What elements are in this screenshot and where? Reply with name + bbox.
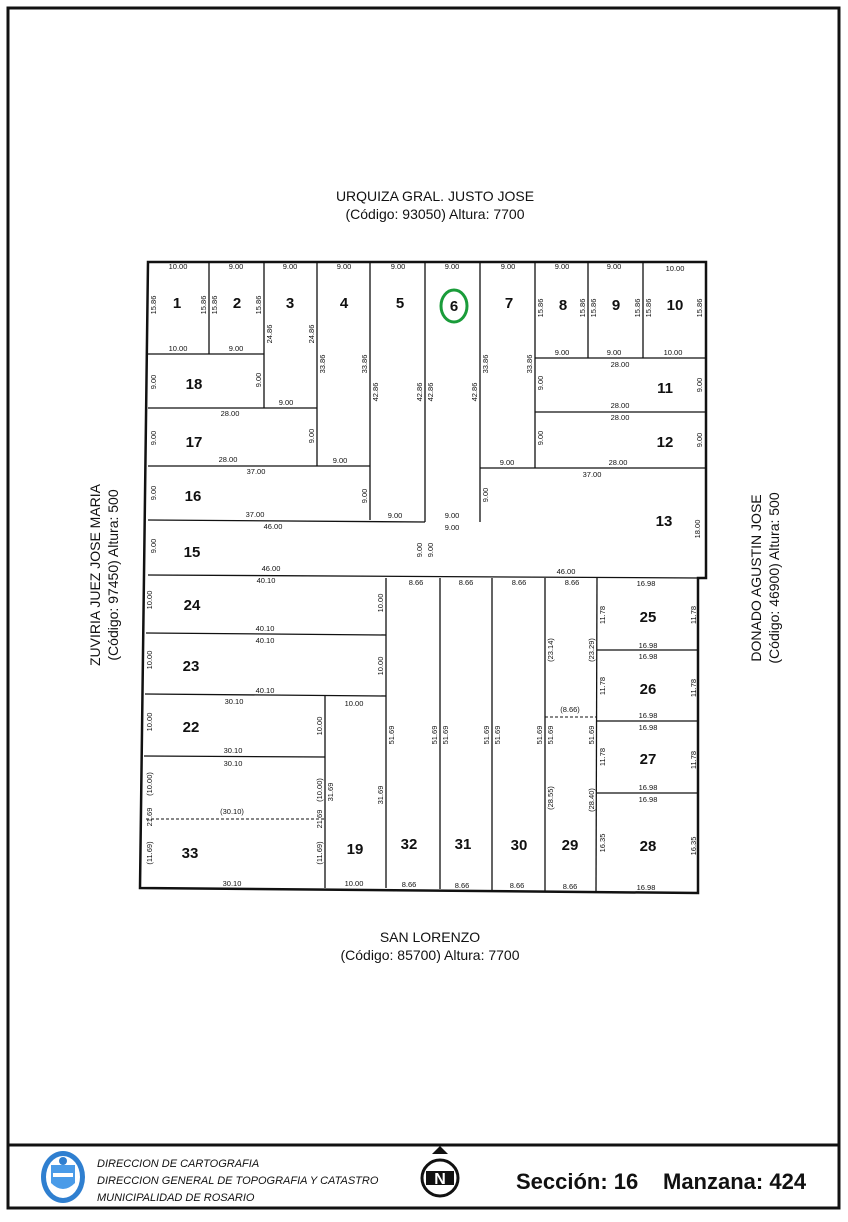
svg-text:16.98: 16.98 — [638, 711, 658, 720]
svg-text:24.86: 24.86 — [265, 324, 274, 344]
svg-text:9.00: 9.00 — [307, 428, 316, 444]
svg-text:16.35: 16.35 — [689, 836, 698, 856]
svg-text:15.86: 15.86 — [199, 295, 208, 315]
svg-text:9.00: 9.00 — [254, 372, 263, 388]
svg-text:8.66: 8.66 — [511, 578, 527, 587]
svg-text:10.00: 10.00 — [145, 650, 154, 670]
svg-text:31.69: 31.69 — [326, 782, 335, 802]
svg-text:9.00: 9.00 — [536, 430, 545, 446]
svg-text:51.69: 51.69 — [535, 725, 544, 745]
svg-text:9.00: 9.00 — [387, 511, 403, 520]
svg-text:(10.00): (10.00) — [145, 772, 154, 796]
lot-number[interactable]: 32 — [400, 836, 418, 853]
svg-text:15.86: 15.86 — [589, 298, 598, 318]
svg-text:51.69: 51.69 — [493, 725, 502, 745]
svg-text:28.00: 28.00 — [610, 360, 630, 369]
svg-text:15.86: 15.86 — [578, 298, 587, 318]
svg-text:11.78: 11.78 — [689, 605, 698, 625]
svg-text:9.00: 9.00 — [554, 348, 570, 357]
svg-text:33.86: 33.86 — [525, 354, 534, 374]
svg-text:16.98: 16.98 — [636, 883, 656, 892]
svg-text:18.00: 18.00 — [693, 519, 702, 539]
svg-text:16.35: 16.35 — [598, 833, 607, 853]
svg-text:40.10: 40.10 — [255, 636, 275, 645]
svg-text:37.00: 37.00 — [246, 467, 266, 476]
svg-text:9.00: 9.00 — [444, 511, 460, 520]
svg-text:9.00: 9.00 — [444, 262, 460, 271]
lot-number[interactable]: 28 — [639, 838, 657, 855]
svg-text:10.00: 10.00 — [344, 879, 364, 888]
lot-lines — [144, 262, 706, 892]
lot-numbers — [173, 295, 684, 862]
svg-text:(8.66): (8.66) — [560, 705, 580, 714]
svg-text:15.86: 15.86 — [254, 295, 263, 315]
svg-text:9.00: 9.00 — [282, 262, 298, 271]
lot-number[interactable]: 1 — [172, 295, 182, 312]
svg-text:9.00: 9.00 — [695, 432, 704, 448]
svg-text:51.69: 51.69 — [387, 725, 396, 745]
svg-text:10.00: 10.00 — [344, 699, 364, 708]
svg-text:9.00: 9.00 — [695, 377, 704, 393]
svg-text:10.00: 10.00 — [376, 656, 385, 676]
lot-number[interactable]: 25 — [639, 609, 657, 626]
svg-text:9.00: 9.00 — [332, 456, 348, 465]
svg-text:16.98: 16.98 — [638, 783, 658, 792]
svg-text:8.66: 8.66 — [509, 881, 525, 890]
svg-text:11.78: 11.78 — [689, 678, 698, 698]
street-west-code: (Código: 97450) Altura: 500 — [105, 489, 121, 661]
svg-text:9.00: 9.00 — [500, 262, 516, 271]
svg-text:30.10: 30.10 — [223, 746, 243, 755]
svg-text:40.10: 40.10 — [255, 624, 275, 633]
svg-text:(28.40): (28.40) — [587, 788, 596, 812]
lot-number[interactable]: 12 — [656, 434, 674, 451]
svg-text:30.10: 30.10 — [224, 697, 244, 706]
svg-text:9.00: 9.00 — [606, 262, 622, 271]
svg-text:28.00: 28.00 — [610, 413, 630, 422]
lot-number[interactable]: 30 — [510, 837, 528, 854]
dashed-lines — [146, 717, 597, 819]
svg-text:9.00: 9.00 — [228, 262, 244, 271]
lot-number[interactable]: 11 — [657, 380, 673, 397]
svg-text:9.00: 9.00 — [228, 344, 244, 353]
svg-text:9.00: 9.00 — [390, 262, 406, 271]
svg-text:8.66: 8.66 — [454, 881, 470, 890]
svg-text:(11.69): (11.69) — [315, 841, 324, 865]
svg-text:9.00: 9.00 — [499, 458, 515, 467]
lot-number[interactable]: 17 — [185, 434, 203, 451]
svg-text:10.00: 10.00 — [145, 712, 154, 732]
svg-text:9.00: 9.00 — [481, 487, 490, 503]
svg-text:8.66: 8.66 — [564, 578, 580, 587]
svg-text:21.69: 21.69 — [145, 807, 154, 827]
svg-text:15.86: 15.86 — [644, 298, 653, 318]
lot-number[interactable]: 33 — [181, 845, 199, 862]
svg-text:51.69: 51.69 — [482, 725, 491, 745]
svg-text:46.00: 46.00 — [263, 522, 283, 531]
svg-text:10.00: 10.00 — [168, 344, 188, 353]
svg-text:(28.55): (28.55) — [546, 786, 555, 810]
lot-number[interactable]: 15 — [183, 544, 201, 561]
footer-line-3: MUNICIPALIDAD DE ROSARIO — [97, 1192, 255, 1204]
lot-number[interactable]: 31 — [454, 836, 472, 853]
lot-number[interactable]: 2 — [232, 295, 242, 312]
svg-text:9.00: 9.00 — [278, 398, 294, 407]
svg-text:42.86: 42.86 — [371, 382, 380, 402]
lot-number[interactable]: 5 — [395, 295, 405, 312]
lot-number[interactable]: 26 — [639, 681, 657, 698]
svg-text:31.69: 31.69 — [376, 785, 385, 805]
lot-number[interactable]: 19 — [346, 841, 364, 858]
lot-number[interactable]: 18 — [185, 376, 203, 393]
svg-text:51.69: 51.69 — [430, 725, 439, 745]
svg-text:42.86: 42.86 — [415, 382, 424, 402]
svg-text:21.69: 21.69 — [315, 809, 324, 829]
svg-text:42.86: 42.86 — [426, 382, 435, 402]
svg-text:9.00: 9.00 — [554, 262, 570, 271]
svg-text:8.66: 8.66 — [401, 880, 417, 889]
svg-text:9.00: 9.00 — [415, 542, 424, 558]
svg-text:(11.69): (11.69) — [145, 841, 154, 865]
svg-text:16.98: 16.98 — [636, 579, 656, 588]
svg-text:9.00: 9.00 — [606, 348, 622, 357]
north-arrow-icon — [422, 1146, 458, 1196]
lot-number[interactable]: 23 — [182, 658, 200, 675]
svg-text:40.10: 40.10 — [255, 686, 275, 695]
lot-number[interactable]: 27 — [639, 751, 657, 768]
svg-text:15.86: 15.86 — [633, 298, 642, 318]
street-east-code: (Código: 46900) Altura: 500 — [766, 492, 782, 664]
svg-text:33.86: 33.86 — [360, 354, 369, 374]
svg-text:9.00: 9.00 — [360, 488, 369, 504]
lot-number[interactable]: 7 — [504, 295, 514, 312]
svg-text:8.66: 8.66 — [562, 882, 578, 891]
svg-text:24.86: 24.86 — [307, 324, 316, 344]
svg-text:11.78: 11.78 — [598, 676, 607, 696]
svg-text:33.86: 33.86 — [318, 354, 327, 374]
footer-line-1: DIRECCION DE CARTOGRAFIA — [97, 1158, 260, 1170]
footer-line-2: DIRECCION GENERAL DE TOPOGRAFIA Y CATASTRO — [97, 1175, 379, 1187]
lot-number[interactable]: 13 — [655, 513, 673, 530]
svg-text:11.78: 11.78 — [598, 747, 607, 767]
svg-text:30.10: 30.10 — [223, 759, 243, 768]
svg-text:9.00: 9.00 — [149, 485, 158, 501]
manzana-label: Manzana: 424 — [663, 1169, 807, 1194]
svg-text:(23.14): (23.14) — [546, 638, 555, 662]
lot-number[interactable]: 22 — [182, 719, 200, 736]
street-west-name: ZUVIRIA JUEZ JOSE MARIA — [87, 483, 103, 667]
svg-text:40.10: 40.10 — [256, 576, 276, 585]
lot-number[interactable]: 3 — [285, 295, 295, 312]
svg-text:16.98: 16.98 — [638, 795, 658, 804]
svg-text:10.00: 10.00 — [665, 264, 685, 273]
svg-text:(30.10): (30.10) — [220, 807, 244, 816]
svg-text:15.86: 15.86 — [695, 298, 704, 318]
svg-text:9.00: 9.00 — [149, 538, 158, 554]
svg-text:11.78: 11.78 — [689, 750, 698, 770]
svg-text:9.00: 9.00 — [426, 542, 435, 558]
svg-text:42.86: 42.86 — [470, 382, 479, 402]
lot-number[interactable]: 10 — [666, 297, 684, 314]
svg-text:28.00: 28.00 — [220, 409, 240, 418]
svg-text:11.78: 11.78 — [598, 605, 607, 625]
svg-text:51.69: 51.69 — [546, 725, 555, 745]
lot-number[interactable]: 4 — [339, 295, 349, 312]
svg-text:46.00: 46.00 — [261, 564, 281, 573]
svg-text:28.00: 28.00 — [218, 455, 238, 464]
svg-text:10.00: 10.00 — [168, 262, 188, 271]
svg-text:(23.29): (23.29) — [587, 638, 596, 662]
svg-text:10.00: 10.00 — [376, 593, 385, 613]
svg-text:8.66: 8.66 — [408, 578, 424, 587]
svg-text:9.00: 9.00 — [149, 430, 158, 446]
svg-text:37.00: 37.00 — [582, 470, 602, 479]
svg-text:10.00: 10.00 — [145, 590, 154, 610]
svg-text:37.00: 37.00 — [245, 510, 265, 519]
lot-number[interactable]: 9 — [611, 297, 621, 314]
svg-text:51.69: 51.69 — [587, 725, 596, 745]
north-letter: N — [434, 1171, 446, 1188]
svg-text:16.98: 16.98 — [638, 723, 658, 732]
street-north-code: (Código: 93050) Altura: 7700 — [345, 206, 525, 222]
svg-text:46.00: 46.00 — [556, 567, 576, 576]
lot-number[interactable]: 16 — [184, 488, 202, 505]
svg-text:9.00: 9.00 — [336, 262, 352, 271]
street-north-name: URQUIZA GRAL. JUSTO JOSE — [335, 188, 535, 204]
svg-text:8.66: 8.66 — [458, 578, 474, 587]
svg-text:9.00: 9.00 — [444, 523, 460, 532]
svg-text:33.86: 33.86 — [481, 354, 490, 374]
street-east-name: DONADO AGUSTIN JOSE — [748, 494, 764, 662]
svg-text:9.00: 9.00 — [536, 375, 545, 391]
lot-number-highlighted[interactable]: 6 — [449, 298, 459, 315]
svg-text:15.86: 15.86 — [149, 295, 158, 315]
svg-text:28.00: 28.00 — [608, 458, 628, 467]
street-south-code: (Código: 85700) Altura: 7700 — [340, 947, 520, 963]
svg-text:28.00: 28.00 — [610, 401, 630, 410]
svg-text:30.10: 30.10 — [222, 879, 242, 888]
svg-text:10.00: 10.00 — [315, 716, 324, 736]
svg-text:(10.00): (10.00) — [315, 778, 324, 802]
municipality-shield-icon — [41, 1151, 85, 1203]
svg-text:15.86: 15.86 — [536, 298, 545, 318]
svg-text:10.00: 10.00 — [663, 348, 683, 357]
svg-text:16.98: 16.98 — [638, 652, 658, 661]
svg-text:16.98: 16.98 — [638, 641, 658, 650]
lot-number[interactable]: 29 — [561, 837, 579, 854]
svg-text:9.00: 9.00 — [149, 374, 158, 390]
svg-text:51.69: 51.69 — [441, 725, 450, 745]
lot-number[interactable]: 8 — [558, 297, 568, 314]
svg-text:15.86: 15.86 — [210, 295, 219, 315]
street-south-name: SAN LORENZO — [379, 929, 481, 945]
seccion-label: Sección: 16 — [516, 1169, 639, 1194]
lot-number[interactable]: 24 — [183, 597, 201, 614]
